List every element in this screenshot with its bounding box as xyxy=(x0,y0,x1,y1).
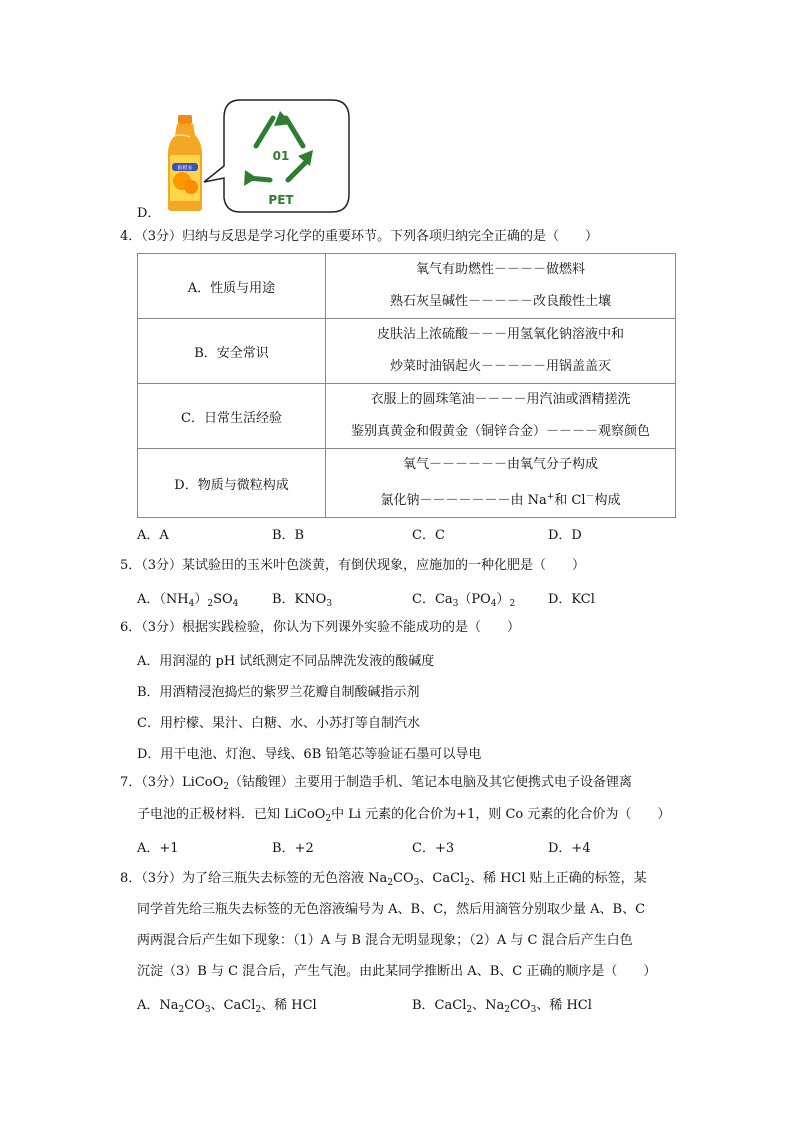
q8-option-b[interactable]: B．CaCl$_2$、$Na_2CO_3$、稀 HCl xyxy=(412,998,592,1015)
q6-option-d[interactable]: D．用干电池、灯泡、导线、6B 铅笔芯等验证石墨可以导电 xyxy=(137,747,482,762)
q7-option-b[interactable]: B．+2 xyxy=(272,841,314,856)
q5-option-b[interactable]: B．$KNO_3$ xyxy=(272,592,333,609)
row-line: 熟石灰呈碱性－－－－－改良酸性土壤 xyxy=(389,294,611,309)
q6-option-c[interactable]: C．用柠檬、果汁、白糖、水、小苏打等自制汽水 xyxy=(137,716,420,731)
row-line: 皮肤沾上浓硫酸－－－用氢氧化钠溶液中和 xyxy=(376,327,624,342)
bottle-label-text: 鲜橙多 xyxy=(177,165,193,172)
question-8-line4: 沉淀（3）B 与 C 混合后，产生气泡。由此某同学推断出 A、B、C 正确的顺序是（ ） xyxy=(137,964,657,979)
row-topic: C．日常生活经验 xyxy=(138,384,326,449)
q7-option-c[interactable]: C．+3 xyxy=(412,841,455,856)
q6-option-b[interactable]: B．用酒精浸泡捣烂的紫罗兰花瓣自制酸碱指示剂 xyxy=(137,685,420,700)
question-4-table xyxy=(137,253,676,518)
table-row xyxy=(138,254,676,319)
question-6-stem: 6．（3分）根据实践检验，你认为下列课外实验不能成功的是（ ） xyxy=(120,620,521,635)
q5-option-c[interactable]: C．$Ca_3(PO_4)_2$ xyxy=(412,592,516,609)
question-7-line2: 子电池的正极材料．已知 LiCoO$_2$中 Li 元素的化合价为+1，则 Co 元素的化合价为（ ） xyxy=(137,807,671,824)
q8-option-a[interactable]: A．$Na_2CO_3$、CaCl$_2$、稀 HCl xyxy=(137,998,317,1015)
question-8-line1: 8．（3分）为了给三瓶失去标签的无色溶液 $Na_2CO_3$、CaCl$_2$、稀 HCl 贴上正确的标签，某 xyxy=(120,871,647,888)
pet-recycle-sign xyxy=(200,98,352,216)
q6-option-a[interactable]: A．用润湿的 pH 试纸测定不同品牌洗发液的酸碱度 xyxy=(137,654,435,669)
q4-option-b[interactable]: B．B xyxy=(272,528,305,543)
recycle-number: 01 xyxy=(272,149,290,163)
row-line: 氯化钠－－－－－－－由 Na+和 Cl－构成 xyxy=(380,492,621,508)
question-8-line3: 两两混合后产生如下现象：（1）A 与 B 混合无明显现象；（2）A 与 C 混合后产生白色 xyxy=(137,933,633,948)
row-line: 氧气－－－－－－由氧气分子构成 xyxy=(402,457,598,472)
table-row xyxy=(138,384,676,449)
question-7-line1: 7．（3分）LiCoO$_2$（钴酸锂）主要用于制造手机、笔记本电脑及其它便携式电子设备锂离 xyxy=(120,775,633,792)
recycle-code: PET xyxy=(268,193,294,207)
q7-option-d[interactable]: D．+4 xyxy=(548,841,591,856)
row-line: 衣服上的圆珠笔油－－－－用汽油或酒精搓洗 xyxy=(370,392,631,407)
table-row xyxy=(138,449,676,518)
row-topic: D．物质与微粒构成 xyxy=(138,449,326,518)
row-topic: A．性质与用途 xyxy=(138,254,326,319)
question-4-stem: 4．（3分）归纳与反思是学习化学的重要环节。下列各项归纳完全正确的是（ ） xyxy=(120,229,599,244)
q5-option-a[interactable]: A．$(NH_4)_2SO_4$ xyxy=(137,592,239,609)
q4-option-a[interactable]: A．A xyxy=(137,528,169,543)
row-line: 氧气有助燃性－－－－做燃料 xyxy=(415,262,585,277)
option-d-label: D． xyxy=(137,206,161,221)
q5-option-d[interactable]: D．KCl xyxy=(548,592,595,607)
q4-option-c[interactable]: C．C xyxy=(412,528,445,543)
question-8-line2: 同学首先给三瓶失去标签的无色溶液编号为 A、B、C，然后用滴管分别取少量 A、B、C xyxy=(137,902,646,917)
row-topic: B．安全常识 xyxy=(138,319,326,384)
table-row xyxy=(138,319,676,384)
q4-option-d[interactable]: D．D xyxy=(548,528,582,543)
row-line: 炒菜时油锅起火－－－－－用锅盖盖灭 xyxy=(389,359,611,374)
q7-option-a[interactable]: A．+1 xyxy=(137,841,179,856)
row-line: 鉴别真黄金和假黄金（铜锌合金）－－－－观察颜色 xyxy=(350,424,650,439)
question-5-stem: 5．（3分）某试验田的玉米叶色淡黄，有倒伏现象，应施加的一种化肥是（ ） xyxy=(120,558,586,573)
